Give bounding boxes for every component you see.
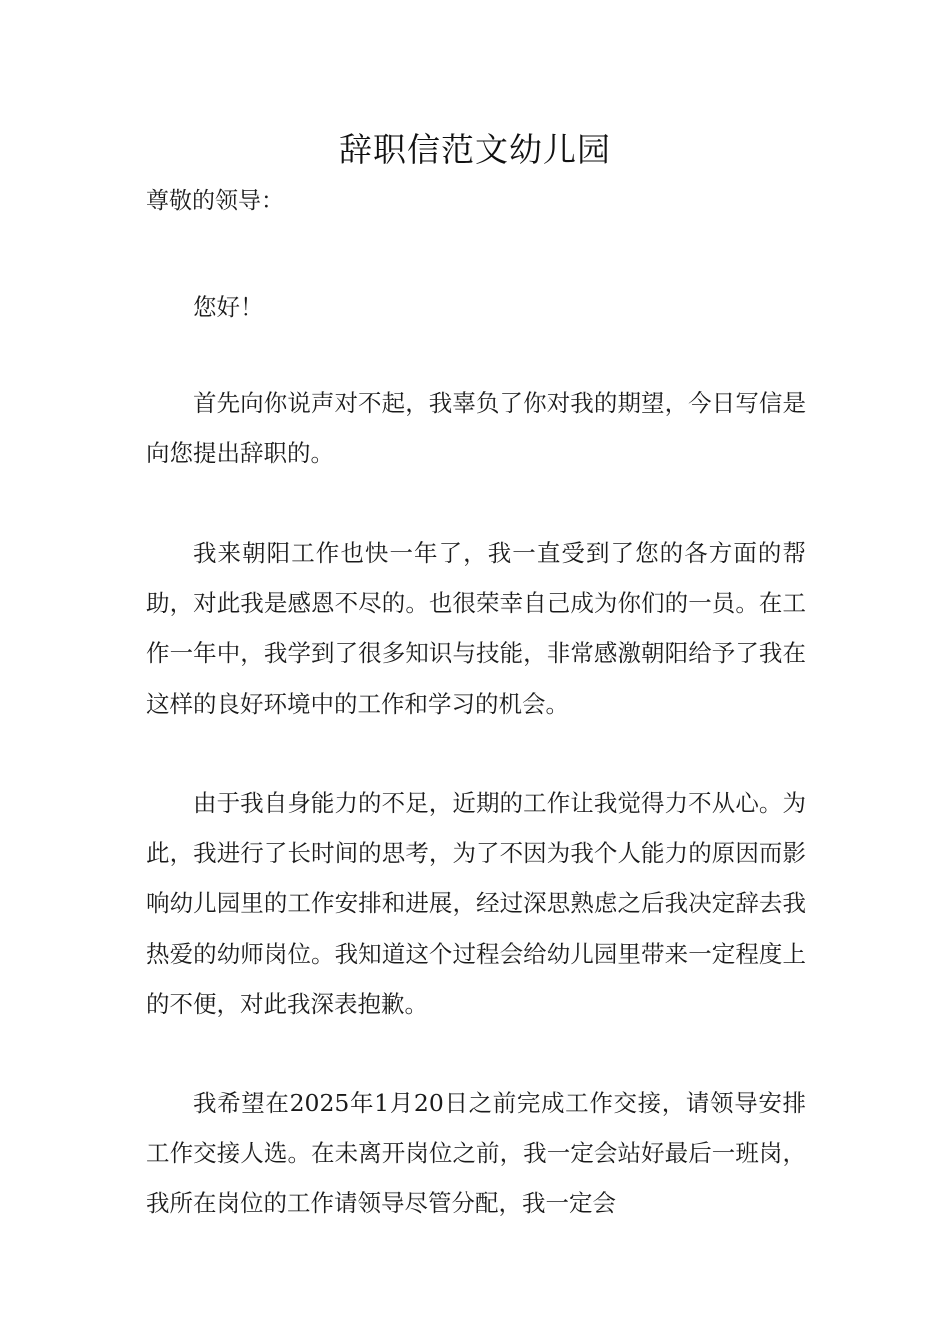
paragraph-gratitude: 我来朝阳工作也快一年了，我一直受到了您的各方面的帮助，对此我是感恩不尽的。也很荣幸自己成为你们的一员。在工作一年中，我学到了很多知识与技能，非常感激朝阳给予了我在这样的良好环境中的工作和学习的机会。 bbox=[146, 539, 806, 718]
document-title: 辞职信范文幼儿园 bbox=[339, 130, 611, 169]
paragraph-reason: 由于我自身能力的不足，近期的工作让我觉得力不从心。为此，我进行了长时间的思考，为了不因为我个人能力的原因而影响幼儿园里的工作安排和进展，经过深思熟虑之后我决定辞去我热爱的幼师岗位。我知道这个过程会给幼儿园里带来一定程度上的不便，对此我深表抱歉。 bbox=[146, 789, 806, 1018]
salutation: 尊敬的领导： bbox=[146, 188, 284, 214]
paragraph-apology: 首先向你说声对不起，我辜负了你对我的期望，今日写信是向您提出辞职的。 bbox=[146, 389, 806, 468]
greeting: 您好！ bbox=[193, 293, 264, 321]
paragraph-handover: 我希望在2025年1月20日之前完成工作交接，请领导安排工作交接人选。在未离开岗位之前，我一定会站好最后一班岗，我所在岗位的工作请领导尽管分配，我一定会 bbox=[146, 1089, 806, 1218]
